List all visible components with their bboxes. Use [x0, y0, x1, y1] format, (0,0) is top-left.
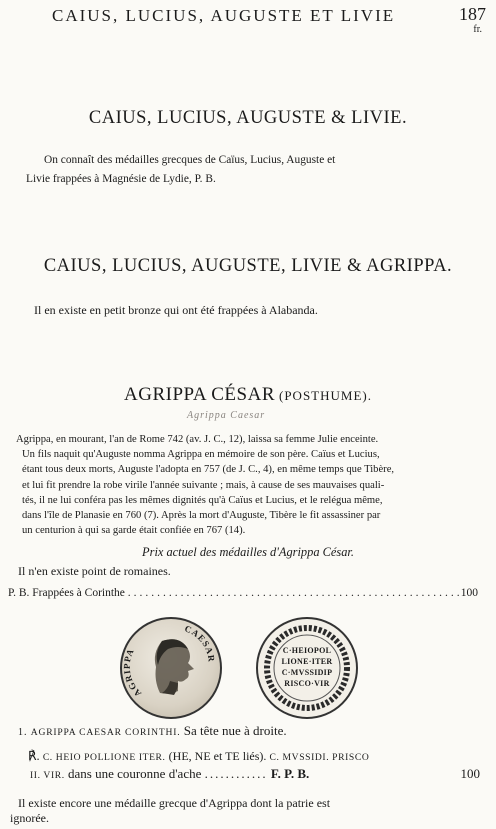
section3-title-row: [0, 384, 496, 406]
no-romans-line: Il n'en existe point de romaines.: [18, 564, 171, 578]
coin-illustrations: [120, 617, 360, 717]
leader-dots: ............: [204, 766, 268, 781]
section1-line1: On connaît des médailles grecques de Caïus, Lucius, Auguste et: [44, 154, 336, 166]
desc-line-3: [30, 766, 480, 782]
coin-obverse-legend-2: CAESAR: [183, 623, 217, 664]
section2-title: CAIUS, LUCIUS, AUGUSTE, LIVIE & AGRIPPA.: [43, 256, 453, 276]
price-heading: Prix actuel des médailles d'Agrippa César.: [142, 545, 354, 559]
desc-line-2: [28, 748, 369, 764]
price-line: [8, 587, 478, 599]
footer-line-2: ignorée.: [10, 811, 49, 825]
section2-line1: Il en existe en petit bronze qui ont été frappées à Alabanda.: [34, 303, 318, 317]
body-line: étant tous deux morts, Auguste l'adopta en 757 (de J. C., 4), en même temps que Tibère,: [22, 464, 395, 476]
section1-title: CAIUS, LUCIUS, AUGUSTE & LIVIE.: [88, 108, 408, 128]
body-line: Agrippa, en mourant, l'an de Rome 742 (av. J. C., 12), laissa sa femme Julie enceinte.: [16, 434, 379, 445]
desc2-legend: C. HEIO POLLIONE ITER.: [42, 752, 166, 763]
section3-title-suffix: (POSTHUME).: [279, 388, 372, 403]
coin-reverse-line: RISCO·VIR: [284, 679, 330, 688]
desc2-legend2: C. MVSSIDI. PRISCO: [269, 752, 370, 763]
desc1-legend: AGRIPPA CAESAR CORINTHI.: [30, 727, 181, 738]
desc1-number: 1.: [18, 727, 28, 738]
footer-line-1: Il existe encore une médaille grecque d'Agrippa dont la patrie est: [18, 796, 331, 810]
desc3-grade: F. P. B.: [270, 766, 310, 781]
desc3-legend: II. VIR.: [30, 770, 65, 781]
desc2-mid: (HE, NE et TE liés).: [168, 749, 267, 763]
reverse-symbol: ℟.: [28, 749, 40, 763]
coin-reverse-line: C·MVSSIDIP: [281, 668, 333, 677]
desc1-text: Sa tête nue à droite.: [183, 723, 287, 738]
section1-line2: Livie frappées à Magnésie de Lydie, P. B.: [26, 173, 216, 185]
running-head: CAIUS, LUCIUS, AUGUSTE ET LIVIE: [52, 6, 396, 25]
section3-body: [16, 432, 394, 538]
body-line: Un fils naquit qu'Auguste nomma Agrippa en mémoire de son père. Caïus et Lucius,: [22, 449, 380, 461]
body-line: dans l'île de Planasie en 760 (7). Après la mort d'Auguste, Tibère le fit assassiner par: [22, 510, 381, 522]
body-line: tés, il ne lui conféra pas les mêmes dignités qu'à Caïus et Lucius, et le relégua même,: [22, 494, 383, 506]
body-line: un centurion à qui sa garde était confiée en 767 (14).: [22, 525, 246, 537]
coin-reverse-line: C·HEIOPOL: [282, 646, 332, 655]
handwritten-annotation: Agrippa Caesar: [187, 410, 266, 421]
price-line-label: P. B. Frappées à Corinthe: [8, 587, 125, 599]
coin-reverse-line: LIONE·ITER: [281, 657, 333, 666]
page-sub-mark: fr.: [473, 24, 482, 35]
leader-dots: .........................................................: [127, 587, 463, 599]
coin-obverse: [120, 617, 222, 719]
coin-obverse-image: [122, 619, 220, 717]
coin-reverse-legend: [258, 645, 356, 689]
price-line-value: 100: [460, 587, 478, 599]
body-line: et lui fit prendre la robe virile l'année suivante ; mais, à cause de ses mauvaises quali-: [22, 479, 385, 491]
desc3-value: 100: [460, 766, 480, 781]
desc3-text: dans une couronne d'ache: [67, 766, 202, 781]
section3-title: AGRIPPA CÉSAR: [124, 384, 275, 405]
coin-obverse-legend-1: AGRIPPA: [122, 646, 144, 699]
page-number: 187: [459, 4, 486, 24]
desc-line-1: [18, 723, 287, 739]
coin-reverse: [256, 617, 358, 719]
